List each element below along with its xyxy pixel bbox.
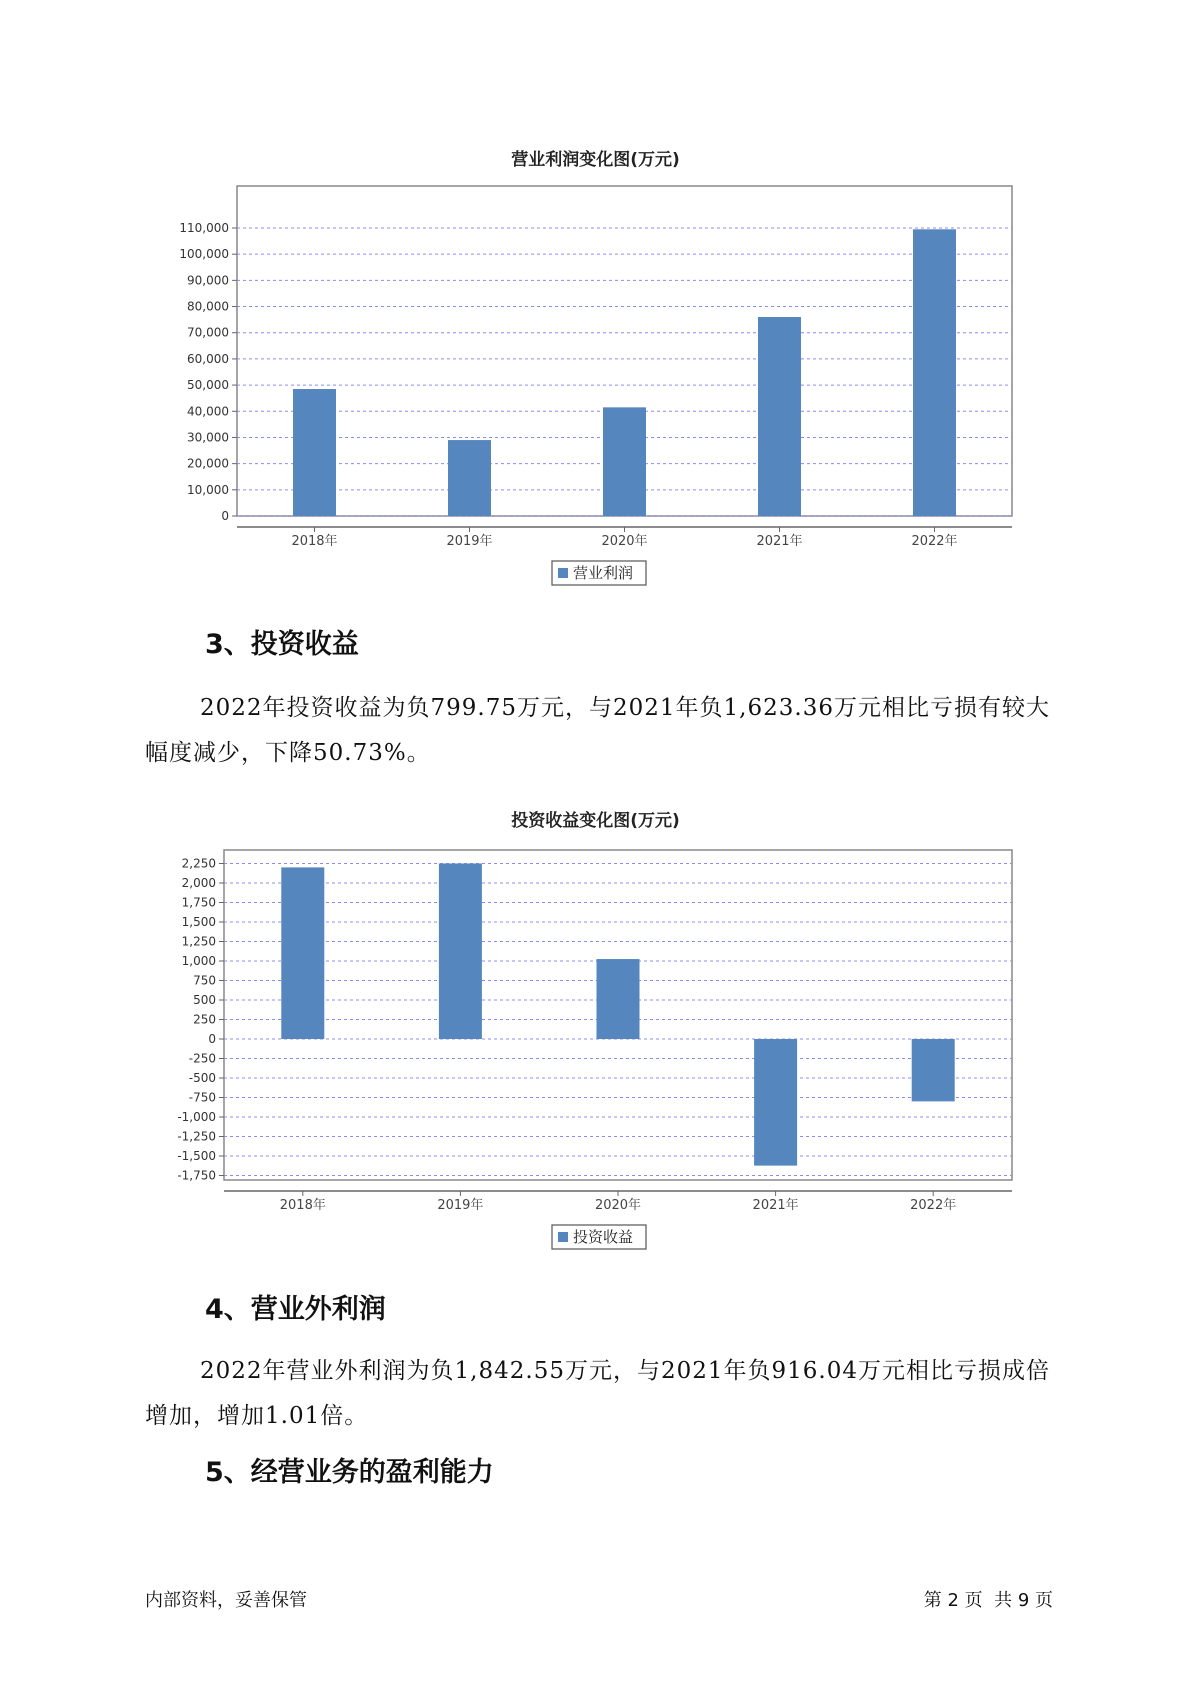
x-tick-label: 2021年: [756, 534, 803, 549]
y-tick-label: 100,000: [179, 247, 229, 262]
y-tick-label: 0: [221, 509, 229, 523]
x-tick-label: 2022年: [910, 1198, 957, 1213]
y-tick-label: 1,500: [181, 915, 216, 929]
y-tick-label: 500: [193, 993, 216, 1007]
section-5-heading: 5、经营业务的盈利能力: [205, 1457, 494, 1488]
x-tick-label: 2022年: [911, 534, 958, 549]
y-tick-label: 10,000: [187, 482, 229, 497]
bar: [439, 864, 482, 1040]
y-tick-label: -750: [188, 1090, 216, 1105]
y-tick-label: 20,000: [187, 456, 229, 471]
y-tick-label: 1,000: [181, 954, 216, 968]
y-tick-label: 40,000: [187, 404, 229, 419]
y-tick-label: 0: [208, 1032, 216, 1046]
y-tick-label: -1,500: [177, 1149, 216, 1163]
x-tick-label: 2020年: [601, 534, 648, 549]
y-tick-label: 60,000: [187, 351, 229, 366]
x-tick-label: 2020年: [594, 1198, 642, 1213]
legend-swatch: [558, 1232, 568, 1242]
bar: [281, 867, 324, 1039]
footer-left: 内部资料，妥善保管: [145, 1590, 307, 1611]
legend: [552, 1225, 646, 1249]
x-tick-label: 2019年: [446, 534, 493, 549]
legend-label: 营业利润: [573, 564, 634, 582]
y-tick-label: 50,000: [187, 378, 229, 393]
y-tick-label: -1,750: [177, 1168, 216, 1183]
chart-title: 投资收益变化图(万元): [511, 811, 680, 831]
y-tick-label: 110,000: [179, 221, 229, 235]
bar: [754, 1039, 797, 1166]
y-tick-label: 80,000: [187, 299, 229, 314]
x-tick-label: 2019年: [437, 1198, 484, 1213]
y-tick-label: 2,250: [181, 856, 216, 871]
footer-right: 第 2 页 共 9 页: [923, 1590, 1053, 1611]
y-tick-label: -500: [188, 1071, 216, 1085]
bar: [597, 959, 640, 1039]
y-tick-label: 750: [193, 973, 216, 988]
y-tick-label: -250: [188, 1051, 216, 1066]
x-tick-label: 2021年: [752, 1198, 799, 1213]
y-tick-label: 90,000: [187, 273, 229, 288]
section-4-heading: 4、营业外利润: [205, 1294, 386, 1325]
section-3-paragraph: 2022年投资收益为负799.75万元，与2021年负1,623.36万元相比亏损有较大幅度减少，下降50.73%。: [145, 695, 1050, 766]
x-tick-label: 2018年: [279, 1198, 326, 1213]
y-tick-label: 250: [193, 1012, 216, 1027]
y-tick-label: 1,750: [181, 895, 216, 910]
chart-title: 营业利润变化图(万元): [511, 150, 680, 170]
section-3-heading: 3、投资收益: [205, 629, 359, 660]
y-tick-label: 70,000: [187, 325, 229, 340]
x-tick-label: 2018年: [291, 534, 338, 549]
legend-label: 投资收益: [573, 1228, 634, 1246]
bar: [912, 1039, 955, 1101]
y-tick-label: -1,000: [177, 1110, 216, 1124]
y-tick-label: -1,250: [177, 1129, 216, 1144]
y-tick-label: 1,250: [181, 934, 216, 949]
y-tick-label: 30,000: [187, 430, 229, 445]
y-tick-label: 2,000: [181, 876, 216, 890]
section-4-paragraph: 2022年营业外利润为负1,842.55万元，与2021年负916.04万元相比亏损成倍增加，增加1.01倍。: [145, 1358, 1050, 1429]
